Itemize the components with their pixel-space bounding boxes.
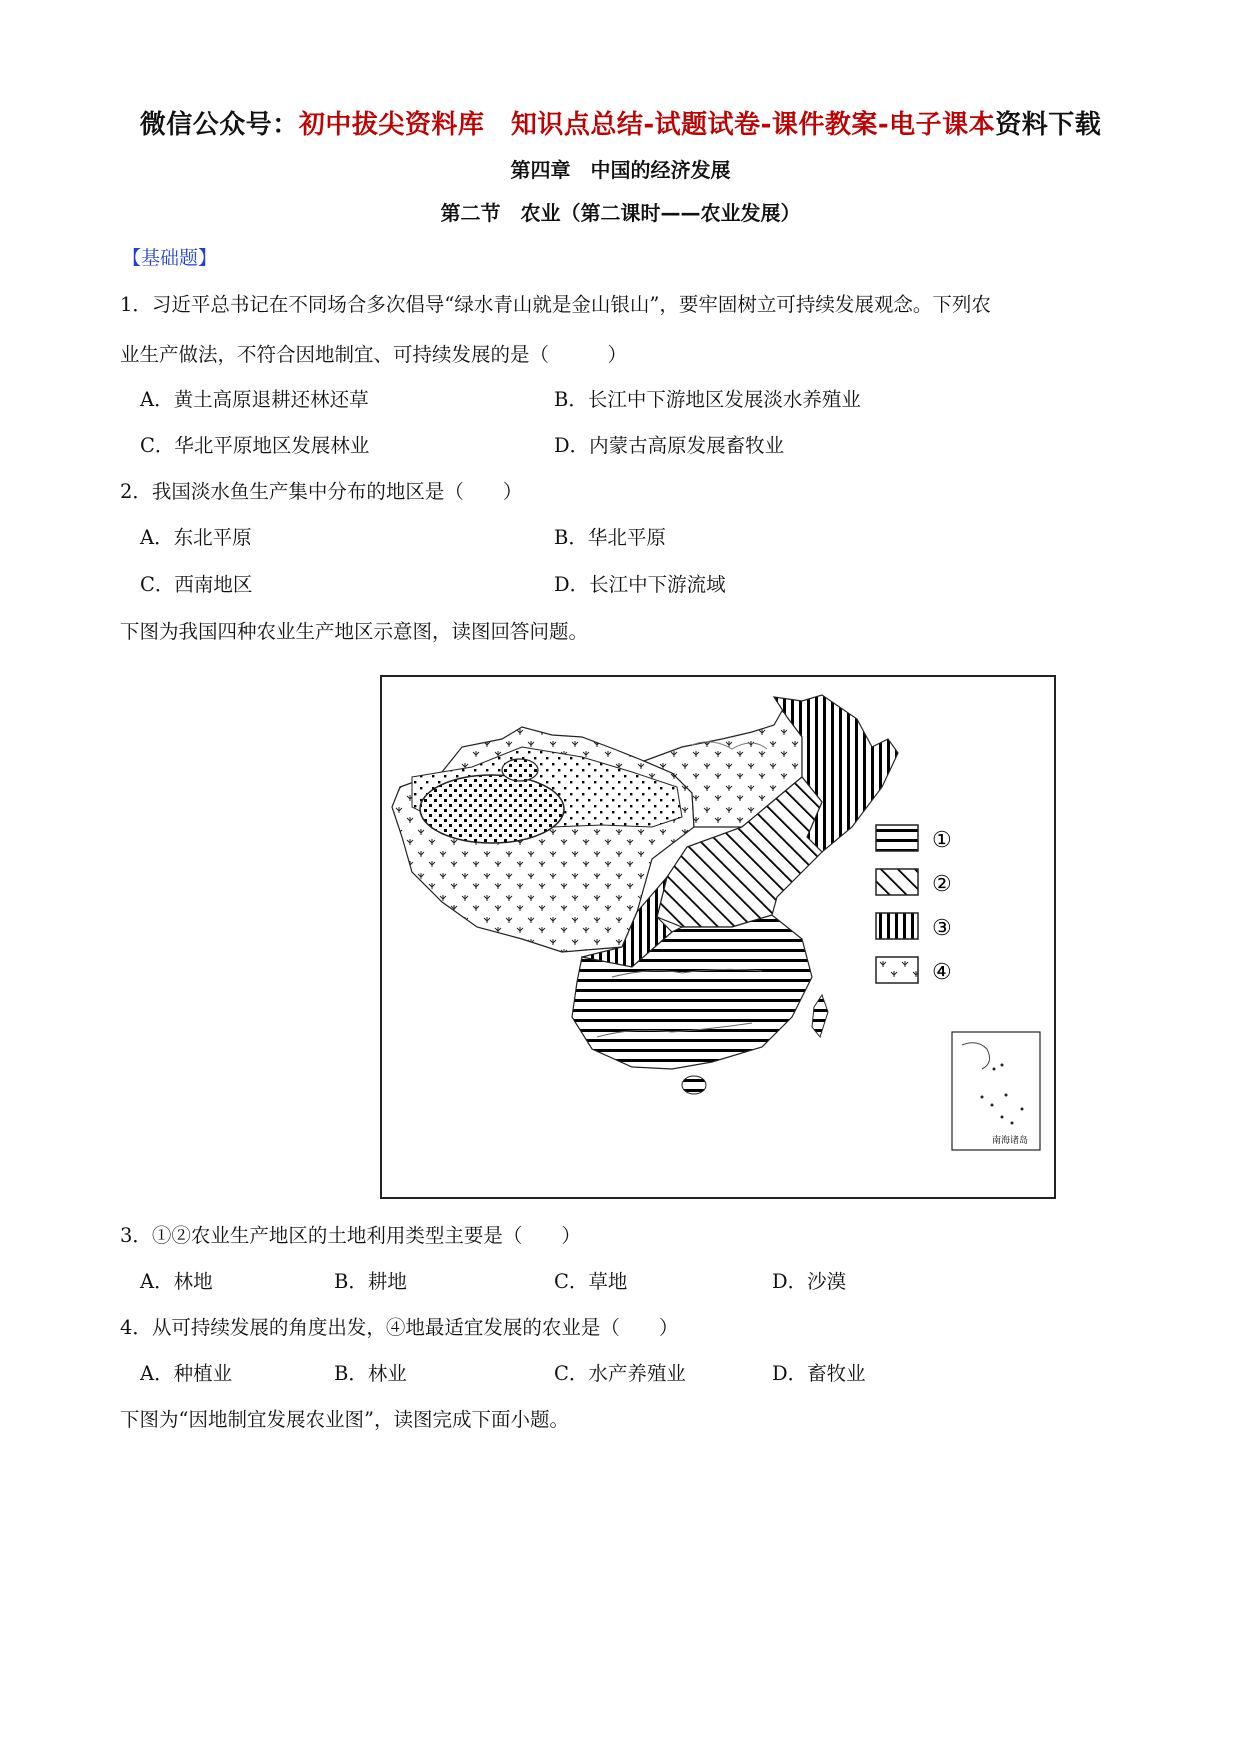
inset-frame bbox=[952, 1032, 1040, 1150]
question-4-option-a: A．种植业 bbox=[140, 1362, 233, 1385]
question-1-option-a: A．黄土高原退耕还林还草 bbox=[140, 388, 369, 411]
agriculture-map bbox=[382, 677, 1054, 1197]
question-4-option-c: C．水产养殖业 bbox=[554, 1362, 686, 1385]
question-3-option-c: C．草地 bbox=[554, 1270, 628, 1293]
question-2-stem: 2．我国淡水鱼生产集中分布的地区是（ ） bbox=[120, 480, 523, 503]
map-intro: 下图为我国四种农业生产地区示意图，读图回答问题。 bbox=[120, 620, 589, 643]
legend-swatch-2 bbox=[876, 869, 918, 895]
question-4-option-d: D．畜牧业 bbox=[772, 1362, 866, 1385]
category-label: 【基础题】 bbox=[122, 247, 218, 269]
question-4-stem: 4．从可持续发展的角度出发，④地最适宜发展的农业是（ ） bbox=[120, 1316, 679, 1339]
desert-oval bbox=[420, 775, 564, 843]
question-3-option-b: B．耕地 bbox=[334, 1270, 407, 1293]
question-1-option-b: B．长江中下游地区发展淡水养殖业 bbox=[554, 388, 861, 411]
agriculture-map-figure bbox=[380, 675, 1056, 1199]
question-2-option-b: B．华北平原 bbox=[554, 526, 666, 549]
question-4-option-b: B．林业 bbox=[334, 1362, 407, 1385]
legend-swatch-3 bbox=[876, 913, 918, 939]
question-2-option-d: D．长江中下游流域 bbox=[554, 573, 726, 596]
question-1-line-1: 1．习近平总书记在不同场合多次倡导“绿水青山就是金山银山”，要牢固树立可持续发展观念。下列农 bbox=[120, 293, 991, 316]
next-figure-intro: 下图为“因地制宜发展农业图”，读图完成下面小题。 bbox=[120, 1408, 569, 1431]
inset-label: 南海诸岛 bbox=[992, 1136, 1029, 1146]
question-1-option-c: C．华北平原地区发展林业 bbox=[140, 434, 370, 457]
section-title: 第二节 农业（第二课时——农业发展） bbox=[440, 201, 801, 225]
legend-label-4: ④ bbox=[932, 960, 952, 985]
question-3-stem: 3．①②农业生产地区的土地利用类型主要是（ ） bbox=[120, 1224, 581, 1247]
legend-label-3: ③ bbox=[932, 916, 952, 941]
header-prefix: 微信公众号： bbox=[139, 110, 299, 140]
header-suffix: 资料下载 bbox=[995, 110, 1102, 140]
south-sea-inset bbox=[952, 1032, 1040, 1150]
chapter-title: 第四章 中国的经济发展 bbox=[510, 158, 731, 182]
question-1-option-d: D．内蒙古高原发展畜牧业 bbox=[554, 434, 785, 457]
desert-small bbox=[502, 759, 538, 781]
page-header bbox=[0, 104, 1241, 141]
legend-label-1: ① bbox=[932, 828, 952, 853]
header-red-text: 初中拔尖资料库 知识点总结-试题试卷-课件教案-电子课本 bbox=[298, 110, 996, 140]
legend-swatch-1 bbox=[876, 825, 918, 851]
question-3-option-d: D．沙漠 bbox=[772, 1270, 847, 1293]
taiwan-island bbox=[812, 995, 828, 1037]
legend-label-2: ② bbox=[932, 872, 952, 897]
question-2-option-c: C．西南地区 bbox=[140, 573, 253, 596]
hainan-island bbox=[682, 1076, 706, 1094]
question-2-option-a: A．东北平原 bbox=[140, 526, 252, 549]
map-legend bbox=[876, 825, 952, 985]
question-1-line-2: 业生产做法，不符合因地制宜、可持续发展的是（ ） bbox=[120, 343, 628, 366]
legend-swatch-4 bbox=[876, 957, 918, 983]
question-3-option-a: A．林地 bbox=[140, 1270, 213, 1293]
